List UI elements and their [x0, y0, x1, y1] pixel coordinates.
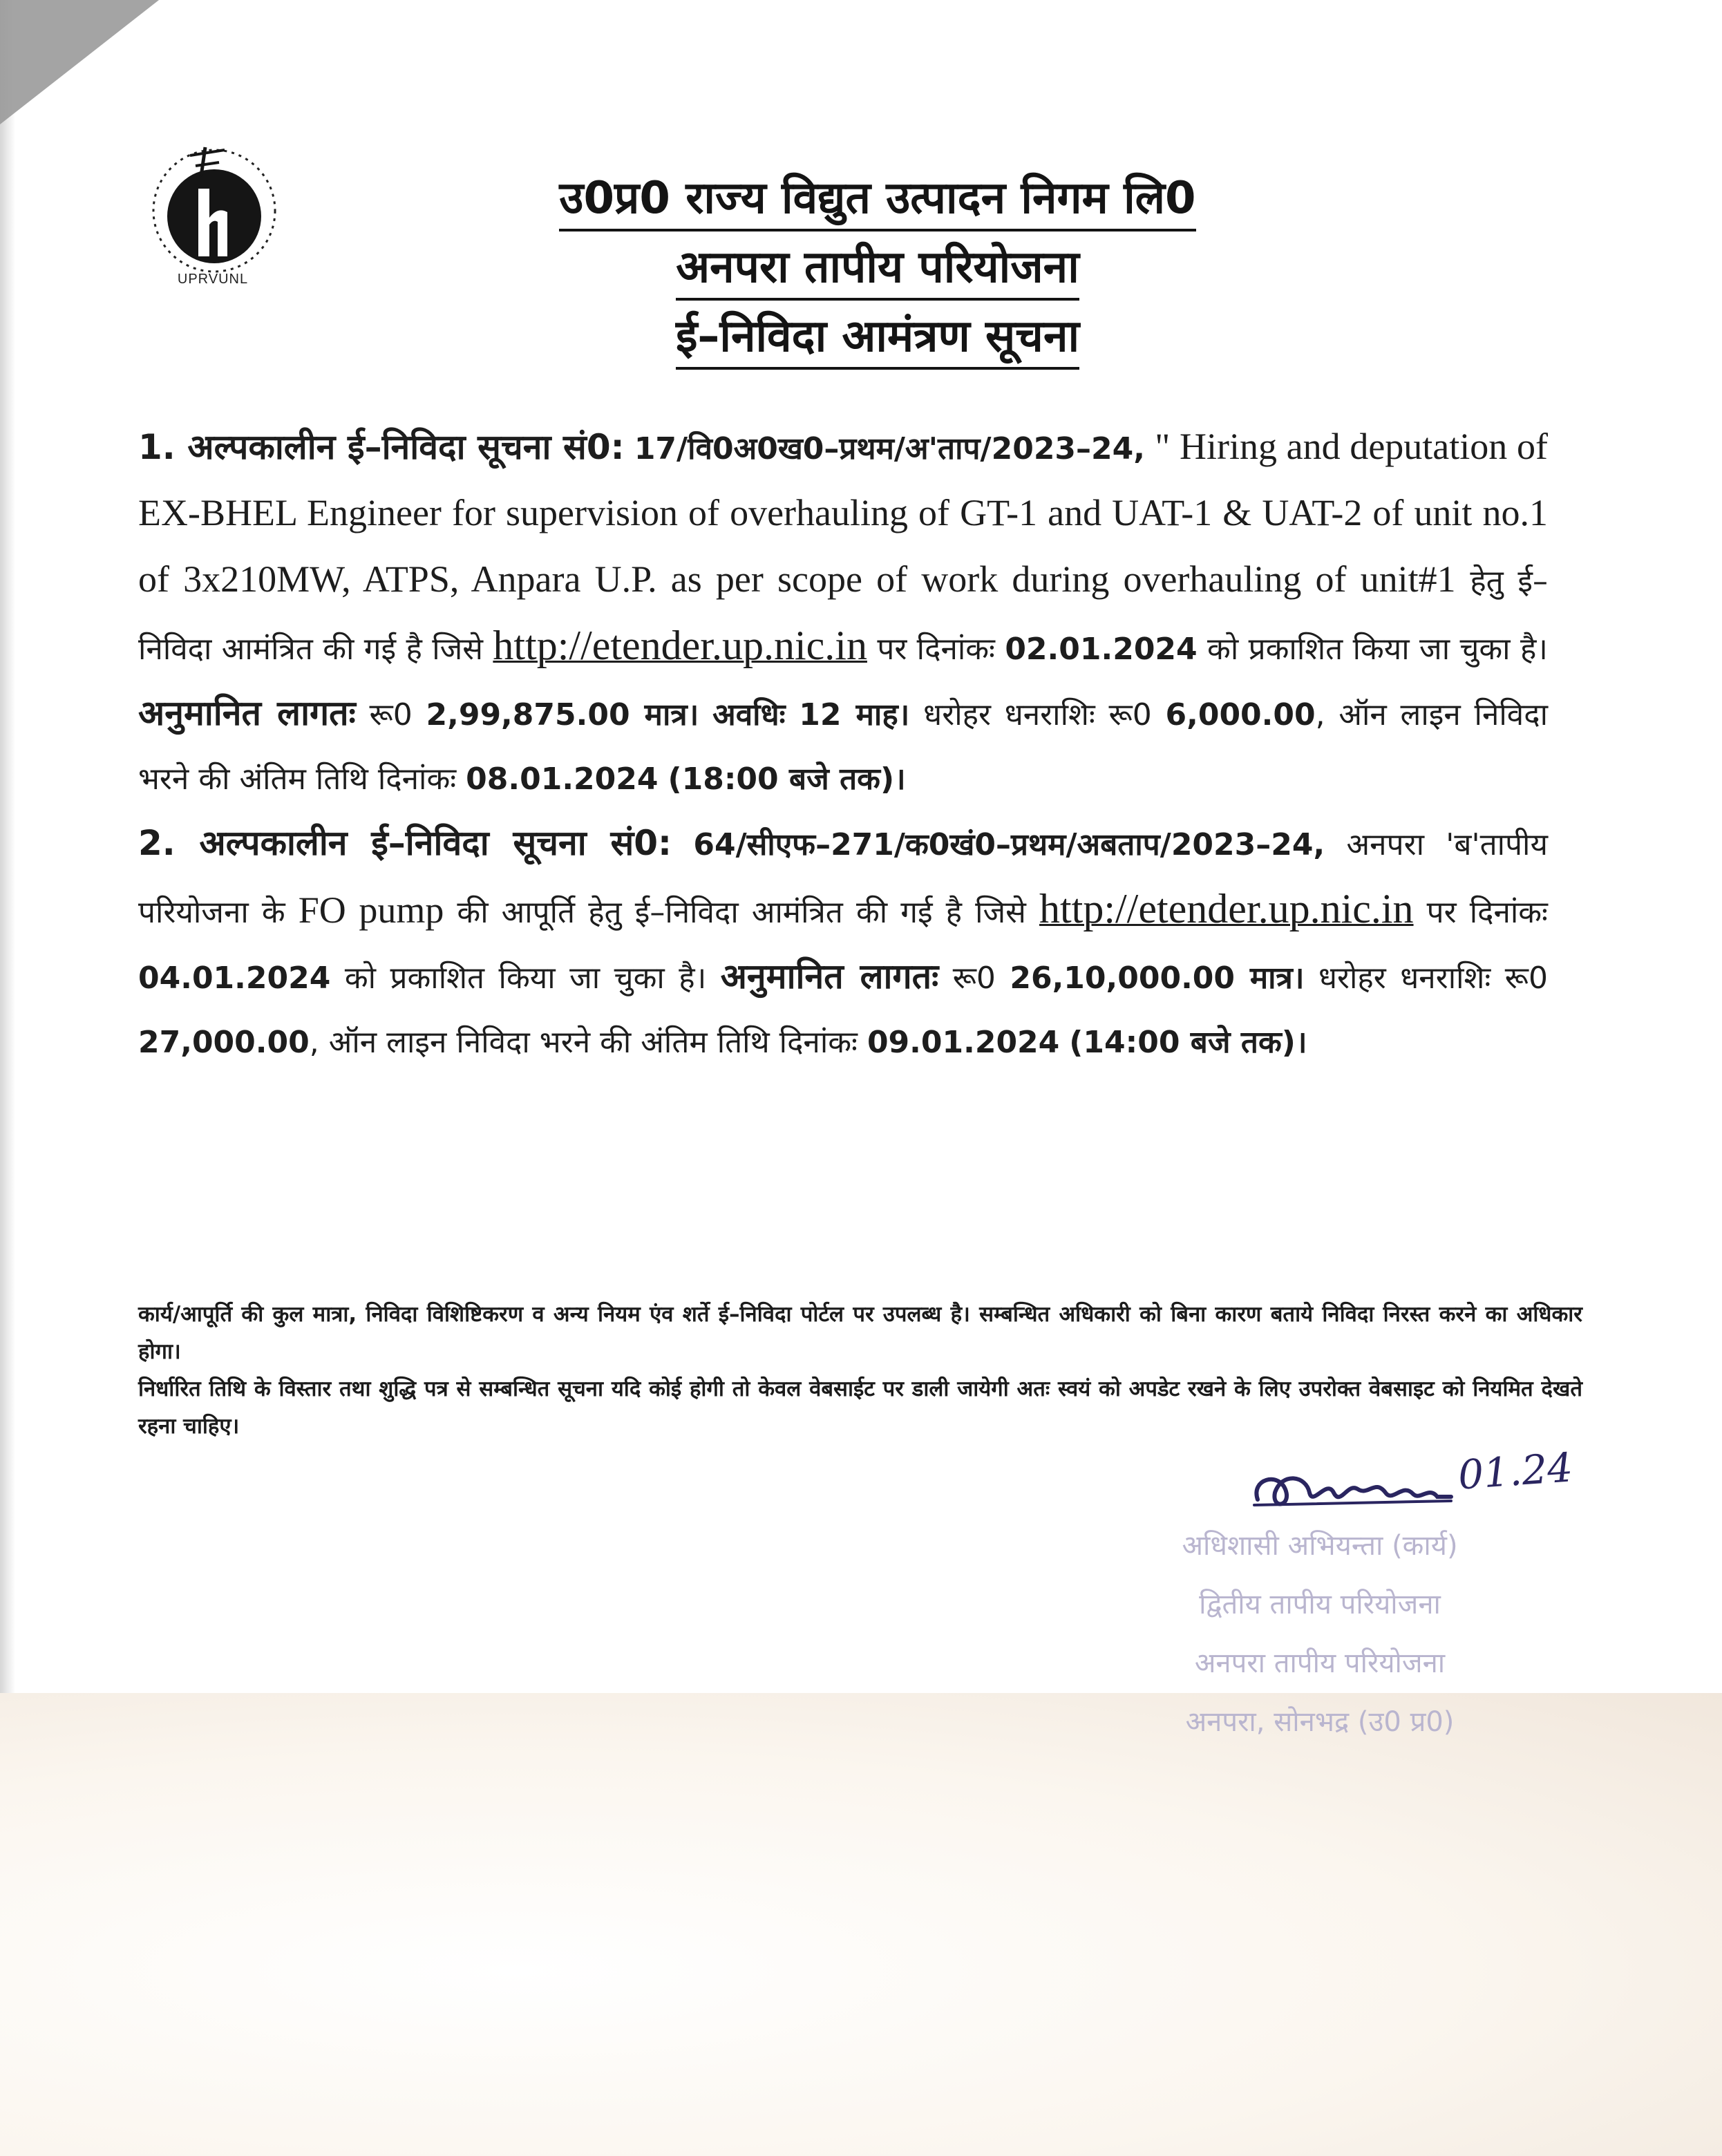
document-header: [484, 169, 1271, 377]
notice-1: [138, 415, 1548, 811]
notice-1-cost-label: अनुमानित लागतः: [138, 693, 356, 733]
notice-1-number: 17/वि0अ0ख0–प्रथम/अ'ताप/2023–24,: [634, 431, 1145, 466]
notice-1-period-label: अवधिः: [712, 697, 786, 732]
stamp-line-2: द्वितीय तापीय परियोजना: [1199, 1589, 1441, 1620]
notice-2-lastdate-text: , ऑन लाइन निविदा भरने की अंतिम तिथि दिनांकः: [309, 1025, 858, 1060]
notice-2-last-date: 09.01.2024: [867, 1025, 1060, 1060]
notice-2-cost-value: 26,10,000.00 मात्र।: [1010, 961, 1305, 996]
notice-1-title: " Hiring and deputation of EX-BHEL Engineer for supervision of overhauling of GT-1 and UAT-1 & UAT-2 of unit no.1 of 3x210MW, ATPS, Anpara U.P. as per scope of work during overhauling of unit#1: [138, 426, 1548, 600]
notice-1-lastdate-text: , ऑन लाइन निविदा भरने की अंतिम तिथि दिनांकः: [138, 697, 1548, 797]
terms-paragraph-1: कार्य/आपूर्ति की कुल मात्रा, निविदा विशिष्टिकरण व अन्य नियम एंव शर्ते ई–निविदा पोर्टल पर उपलब्ध है। सम्बन्धित अधिकारी को बिना कारण बताये निविदा निरस्त करने का अधिकार होगा।: [138, 1302, 1582, 1364]
notice-2-on: पर दिनांकः: [1426, 895, 1548, 930]
notice-2-emd-prefix: रू0: [1504, 961, 1548, 996]
notice-1-prefix: 1. अल्पकालीन ई–निविदा सूचना सं0:: [138, 427, 625, 467]
org-name: उ0प्र0 राज्य विद्युत उत्पादन निगम लि0: [559, 169, 1195, 231]
stamp-line-4: अनपरा, सोनभद्र (उ0 प्र0): [1185, 1706, 1455, 1738]
notice-2-prefix: 2. अल्पकालीन ई–निविदा सूचना सं0:: [138, 823, 672, 863]
notice-2-cost-label: अनुमानित लागतः: [720, 956, 939, 996]
project-name: अनपरा तापीय परियोजना: [676, 238, 1079, 301]
notice-2-emd-value: 27,000.00: [138, 1025, 310, 1060]
notice-1-emd-label: धरोहर धनराशिः: [923, 697, 1095, 732]
notice-1-publish-date: 02.01.2024: [1005, 632, 1198, 667]
notice-1-last-date: 08.01.2024: [466, 762, 659, 797]
notice-2-emd-label: धरोहर धनराशिः: [1318, 961, 1491, 996]
folded-corner-shadow: [0, 0, 159, 124]
terms-section: [138, 1296, 1582, 1445]
notice-2-url[interactable]: http://etender.up.nic.in: [1039, 886, 1414, 932]
terms-paragraph-2: निर्धारित तिथि के विस्तार तथा शुद्धि पत्र से सम्बन्धित सूचना यदि कोई होगी तो केवल वेबसाईट पर डाली जायेगी अतः स्वयं को अपडेट रखने के लिए उपरोक्त वेबसाइट को नियमित देखते रहना चाहिए।: [138, 1377, 1582, 1439]
notice-1-cost-prefix: रू0: [369, 697, 413, 732]
notice-1-cost-value: 2,99,875.00 मात्र।: [426, 697, 699, 732]
notice-1-period-value: 12 माह।: [799, 697, 910, 732]
stamp-line-1: अधिशासी अभियन्ता (कार्य): [1182, 1530, 1458, 1562]
notice-2-published: को प्रकाशित किया जा चुका है।: [344, 961, 707, 996]
notice-2-project: अनपरा 'ब'तापीय परियोजना के: [138, 827, 1548, 930]
notice-2: [138, 811, 1548, 1075]
signature-date: 01.24: [1456, 1444, 1575, 1499]
notice-1-invite: हेतु ई–निविदा आमंत्रित की गई है जिसे: [138, 564, 1548, 667]
notice-1-last-time: (18:00 बजे तक)।: [668, 762, 906, 797]
notice-2-cost-prefix: रू0: [952, 961, 996, 996]
notice-2-number: 64/सीएफ–271/क0खं0–प्रथम/अबताप/2023–24,: [693, 827, 1325, 862]
notice-2-last-time: (14:00 बजे तक)।: [1069, 1025, 1307, 1060]
notice-2-invite: की आपूर्ति हेतु ई–निविदा आमंत्रित की गई है जिसे: [457, 895, 1026, 930]
logo-caption: UPRVUNL: [177, 272, 249, 287]
notice-title: ई–निविदा आमंत्रण सूचना: [676, 308, 1079, 370]
bottom-lighting-wash: [0, 1693, 1722, 2156]
uprvunl-emblem-icon: [142, 135, 294, 287]
stamp-line-3: अनपरा तापीय परियोजना: [1194, 1647, 1446, 1679]
notice-2-item: FO pump: [298, 889, 444, 931]
notice-1-published: को प्रकाशित किया जा चुका है।: [1207, 632, 1548, 667]
official-stamp: [1078, 1517, 1562, 1752]
notice-body: [138, 415, 1548, 1075]
notice-1-on: पर दिनांकः: [877, 632, 995, 667]
notice-1-emd-value: 6,000.00: [1165, 697, 1316, 732]
uprvunl-logo: [142, 135, 294, 301]
notice-2-publish-date: 04.01.2024: [138, 961, 331, 996]
notice-1-url[interactable]: http://etender.up.nic.in: [493, 623, 867, 668]
notice-1-emd-prefix: रू0: [1108, 697, 1152, 732]
